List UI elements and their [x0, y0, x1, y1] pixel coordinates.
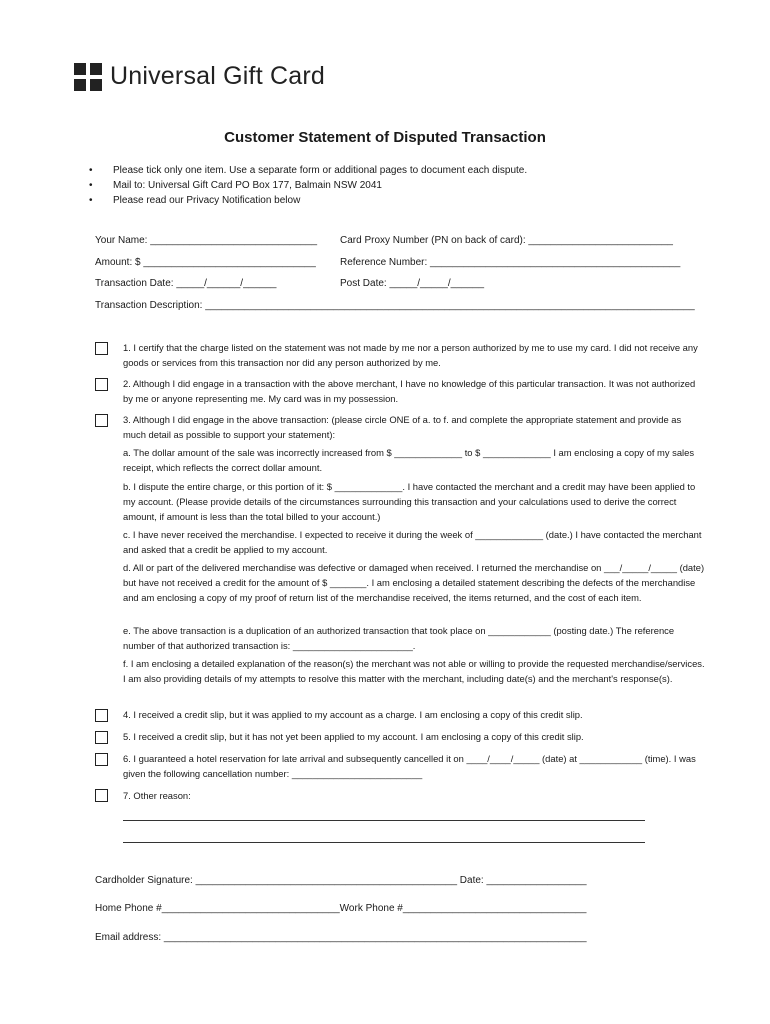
checkbox-item-1[interactable] — [95, 342, 108, 355]
item-4-text: 4. I received a credit slip, but it was applied to my account as a charge. I am enclosing a copy of this credit slip. — [123, 709, 583, 720]
item-7-text: 7. Other reason: — [123, 790, 191, 801]
instructions-list — [89, 163, 527, 208]
item-3e-text: e. The above transaction is a duplication of an authorized transaction that took place on ____________ (posting date.) The reference number of that authorized transaction is: _______________________. — [123, 625, 675, 651]
checkbox-item-7[interactable] — [95, 789, 108, 802]
logo — [74, 62, 325, 91]
item-2-text: 2. Although I did engage in a transaction with the above merchant, I have no knowledge of this particular transaction. It was not authorized by me or anyone representing me. My card was in my possession. — [123, 378, 696, 404]
item-6-text: 6. I guaranteed a hotel reservation for late arrival and subsequently cancelled it on ____/____/_____ (date) at ____________ (time). I was given the following cancellation number: _________________________ — [123, 753, 696, 779]
email-field[interactable]: Email address: ____________________________________________________________________________ — [95, 932, 587, 943]
item-3a-text: a. The dollar amount of the sale was incorrectly increased from $ _____________ to $ _____________ I am enclosing a copy of my sales receipt, which reflects the correct dollar amount. — [123, 447, 695, 473]
item-3c-text: c. I have never received the merchandise. I expected to receive it during the week of _____________ (date.) I have contacted the merchant and asked that a credit be applied to my account. — [123, 529, 702, 555]
gift-box-icon — [74, 63, 102, 91]
checkbox-item-2[interactable] — [95, 378, 108, 391]
item-5-text: 5. I received a credit slip, but it has not yet been applied to my account. I am enclosing a copy of this credit slip. — [123, 731, 584, 742]
post-date-field[interactable]: Post Date: _____/_____/______ — [340, 278, 485, 289]
item-3b-text: b. I dispute the entire charge, or this portion of it: $ _____________. I have contacted the merchant and a credit may have been applied to my account. (Please provide details of the circumstances surrounding this transaction and your calculations used to derive the correct amount, if amount is less than the total billed to your account.) — [123, 481, 696, 522]
page-title: Customer Statement of Disputed Transaction — [224, 129, 546, 146]
checkbox-item-5[interactable] — [95, 731, 108, 744]
instruction-item: • Please read our Privacy Notification below — [89, 193, 527, 208]
item-3f-text: f. I am enclosing a detailed explanation of the reason(s) the merchant was not able or willing to provide the requested merchandise/services. I am also providing details of my attempts to resolve this matter with the merchant, including date(s) and the merchant's response(s). — [123, 658, 705, 684]
instruction-item: • Please tick only one item. Use a separate form or additional pages to document each dispute. — [89, 163, 527, 178]
checkbox-item-6[interactable] — [95, 753, 108, 766]
phone-fields[interactable]: Home Phone #________________________________Work Phone #_________________________________ — [95, 903, 587, 914]
item-1-text: 1. I certify that the charge listed on the statement was not made by me nor a person authorized by me to use my card. I did not receive any goods or services from this transaction nor did any person authorized by me. — [123, 342, 698, 368]
checkbox-item-4[interactable] — [95, 709, 108, 722]
item-3d-text: d. All or part of the delivered merchandise was defective or damaged when received. I returned the merchandise on ___/_____/_____ (date) but have not received a credit for the amount of $ _______. I am enclosing a detailed statement describing the defects of the merchandise and am enclosing a copy of my proof of return list of the merchandise received, the items returned, and the cost of each item. — [123, 562, 705, 603]
your-name-field[interactable]: Your Name: ______________________________ — [95, 235, 318, 246]
checkbox-item-3[interactable] — [95, 414, 108, 427]
transaction-description-field[interactable]: Transaction Description: ________________________________________________________________________________________ — [95, 300, 695, 311]
card-proxy-field[interactable]: Card Proxy Number (PN on back of card): __________________________ — [340, 235, 673, 246]
other-reason-line-2[interactable] — [123, 842, 645, 843]
reference-number-field[interactable]: Reference Number: _____________________________________________ — [340, 257, 681, 268]
amount-field[interactable]: Amount: $ _______________________________ — [95, 257, 316, 268]
item-3-text: 3. Although I did engage in the above transaction: (please circle ONE of a. to f. and complete the appropriate statement and provide as much detail as possible to support your statement): — [123, 414, 682, 440]
logo-text: Universal Gift Card — [110, 62, 325, 90]
other-reason-line-1[interactable] — [123, 820, 645, 821]
transaction-date-field[interactable]: Transaction Date: _____/______/______ — [95, 278, 277, 289]
instruction-item: • Mail to: Universal Gift Card PO Box 177, Balmain NSW 2041 — [89, 178, 527, 193]
cardholder-signature-field[interactable]: Cardholder Signature: _______________________________________________ Date: __________________ — [95, 875, 587, 886]
